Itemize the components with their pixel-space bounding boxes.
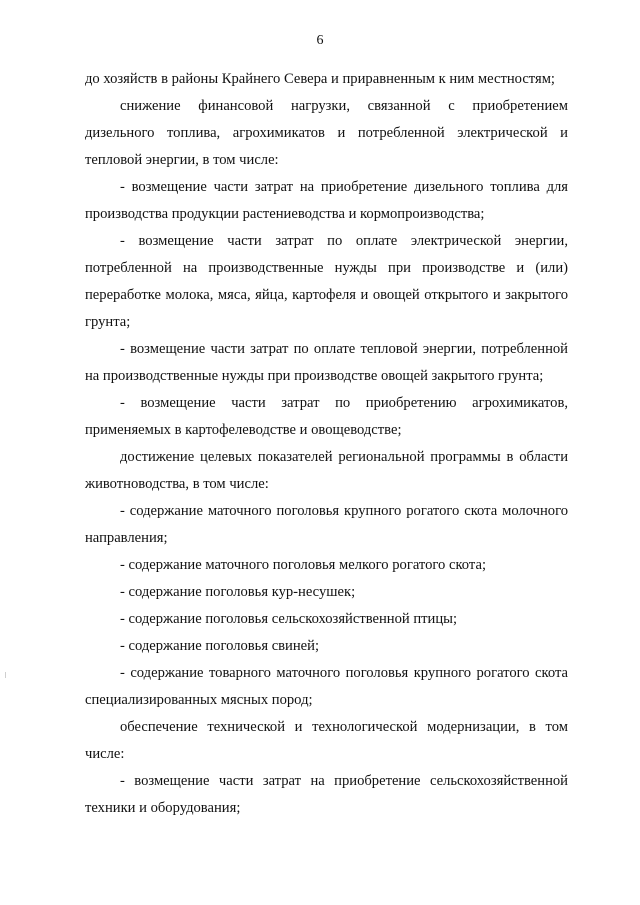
list-item-electric-energy: - возмещение части затрат по оплате электрической энергии, потребленной на производственные нужды при производстве и (или) переработке молока, мяса, яйца, картофеля и овощей открытого и закрытого грунта;: [85, 233, 568, 330]
document-body: [85, 66, 568, 822]
list-item-small-cattle: - содержание маточного поголовья мелкого рогатого скота;: [120, 557, 486, 573]
list-item-poultry: - содержание поголовья сельскохозяйственной птицы;: [120, 611, 458, 627]
list-item-laying-hens: - содержание поголовья кур-несушек;: [120, 584, 356, 600]
paragraph-modernization: обеспечение технической и технологической модернизации, в том числе:: [85, 719, 568, 762]
list-item-machinery: - возмещение части затрат на приобретение сельскохозяйственной техники и оборудования;: [85, 773, 568, 816]
list-item-pigs: - содержание поголовья свиней;: [120, 638, 320, 654]
paragraph-continuation: до хозяйств в районы Крайнего Севера и приравненным к ним местностям;: [85, 71, 555, 87]
list-item-beef-cattle: - содержание товарного маточного поголовья крупного рогатого скота специализированных мясных пород;: [85, 665, 568, 708]
list-item-diesel-fuel: - возмещение части затрат на приобретение дизельного топлива для производства продукции растениеводства и кормопроизводства;: [85, 179, 568, 222]
paragraph-livestock-targets: достижение целевых показателей региональной программы в области животноводства, в том числе:: [85, 449, 568, 492]
list-item-agrochemicals: - возмещение части затрат по приобретению агрохимикатов, применяемых в картофелеводстве и овощеводстве;: [85, 395, 568, 438]
scan-artifact: [5, 672, 6, 678]
list-item-dairy-cattle: - содержание маточного поголовья крупного рогатого скота молочного направления;: [85, 503, 568, 546]
paragraph-financial-burden: снижение финансовой нагрузки, связанной с приобретением дизельного топлива, агрохимикатов и потребленной электрической и тепловой энергии, в том числе:: [85, 98, 568, 168]
page-number: 6: [316, 33, 324, 48]
list-item-thermal-energy: - возмещение части затрат по оплате тепловой энергии, потребленной на производственные нужды при производстве овощей закрытого грунта;: [85, 341, 568, 384]
